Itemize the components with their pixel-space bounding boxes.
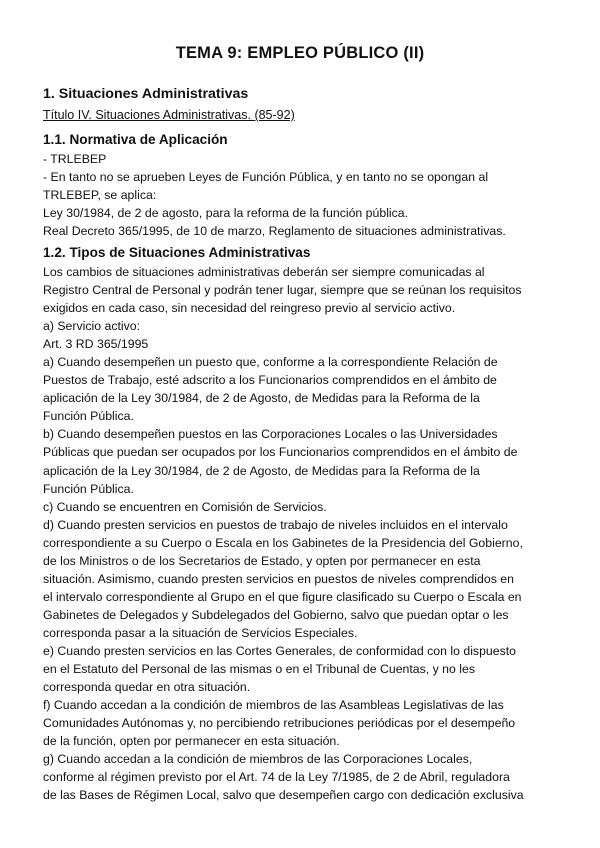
- text-line: b) Cuando desempeñen puestos en las Corporaciones Locales o las Universidades: [43, 427, 498, 442]
- text-line: Real Decreto 365/1995, de 10 de marzo, Reglamento de situaciones administrativas.: [43, 224, 506, 239]
- subsection-heading-tipos: 1.2. Tipos de Situaciones Administrativas: [43, 245, 311, 260]
- text-line: c) Cuando se encuentren en Comisión de Servicios.: [43, 499, 327, 514]
- text-line: Función Pública.: [43, 481, 134, 496]
- text-line: f) Cuando accedan a la condición de miembros de las Asambleas Legislativas de las: [43, 698, 504, 713]
- normativa-text: [43, 150, 573, 240]
- section-heading: 1. Situaciones Administrativas: [43, 86, 249, 102]
- text-line: Comunidades Autónomas y, no percibiendo retribuciones periódicas por el desempeño: [43, 716, 516, 731]
- text-line: e) Cuando presten servicios en las Cortes Generales, de conformidad con lo dispuesto: [43, 643, 517, 658]
- text-line: aplicación de la Ley 30/1984, de 2 de Agosto, de Medidas para la Reforma de la: [43, 391, 480, 406]
- text-line: exigidos en cada caso, sin necesidad del reingreso previo al servicio activo.: [43, 301, 456, 316]
- text-line: Art. 3 RD 365/1995: [43, 337, 149, 352]
- text-line: corresponda quedar en otra situación.: [43, 680, 251, 695]
- page-title: TEMA 9: EMPLEO PÚBLICO (II): [175, 44, 425, 62]
- text-line: de la función, opten por permanecer en esta situación.: [43, 734, 340, 749]
- text-line: Públicas que puedan ser ocupados por los Funcionarios comprendidos en el ámbito de: [43, 445, 518, 460]
- text-line: conforme al régimen previsto por el Art. 74 de la Ley 7/1985, de 2 de Abril, reguladora: [43, 770, 510, 785]
- text-line: Los cambios de situaciones administrativas deberán ser siempre comunicadas al: [43, 265, 485, 279]
- text-line: a) Cuando desempeñen un puesto que, conforme a la correspondiente Relación de: [43, 355, 498, 370]
- text-line: - En tanto no se aprueben Leyes de Función Pública, y en tanto no se opongan al: [43, 170, 489, 185]
- text-line: aplicación de la Ley 30/1984, de 2 de Agosto, de Medidas para la Reforma de la: [43, 463, 480, 478]
- subsection-heading-normativa: 1.1. Normativa de Aplicación: [43, 132, 228, 147]
- text-line: corresponda pasar a la situación de Servicios Especiales.: [43, 625, 358, 640]
- text-line: Gabinetes de Delegados y Subdelegados del Gobierno, salvo que puedan optar o les: [43, 607, 509, 622]
- text-line: Puestos de Trabajo, esté adscrito a los Funcionarios comprendidos en el ámbito de: [43, 373, 497, 388]
- text-line: - TRLEBEP: [43, 152, 107, 166]
- text-line: de las Bases de Régimen Local, salvo que desempeñen cargo con dedicación exclusiva: [43, 788, 524, 803]
- text-line: a) Servicio activo:: [43, 319, 141, 334]
- text-line: g) Cuando accedan a la condición de miembros de las Corporaciones Locales,: [43, 752, 473, 767]
- tipos-text: [43, 263, 573, 804]
- section-reference-link[interactable]: Título IV. Situaciones Administrativas. (85-92): [43, 108, 295, 122]
- text-line: situación. Asimismo, cuando presten servicios en puestos de niveles comprendidos en: [43, 571, 514, 586]
- text-line: TRLEBEP, se aplica:: [43, 188, 157, 203]
- text-line: correspondiente a su Cuerpo o Escala en los Gabinetes de la Presidencia del Gobierno,: [43, 535, 523, 550]
- text-line: Ley 30/1984, de 2 de agosto, para la reforma de la función pública.: [43, 206, 409, 221]
- text-line: de los Ministros o de los Secretarios de Estado, y opten por permanecer en esta: [43, 553, 481, 568]
- text-line: el intervalo correspondiente al Grupo en el que figure clasificado su Cuerpo o Escala en: [43, 589, 522, 604]
- text-line: d) Cuando presten servicios en puestos de trabajo de niveles incluidos en el intervalo: [43, 517, 508, 532]
- text-line: en el Estatuto del Personal de las mismas o en el Tribunal de Cuentas, y no les: [43, 662, 476, 677]
- text-line: Registro Central de Personal y podrán tener lugar, siempre que se reúnan los requisitos: [43, 283, 522, 298]
- text-line: Función Pública.: [43, 409, 134, 424]
